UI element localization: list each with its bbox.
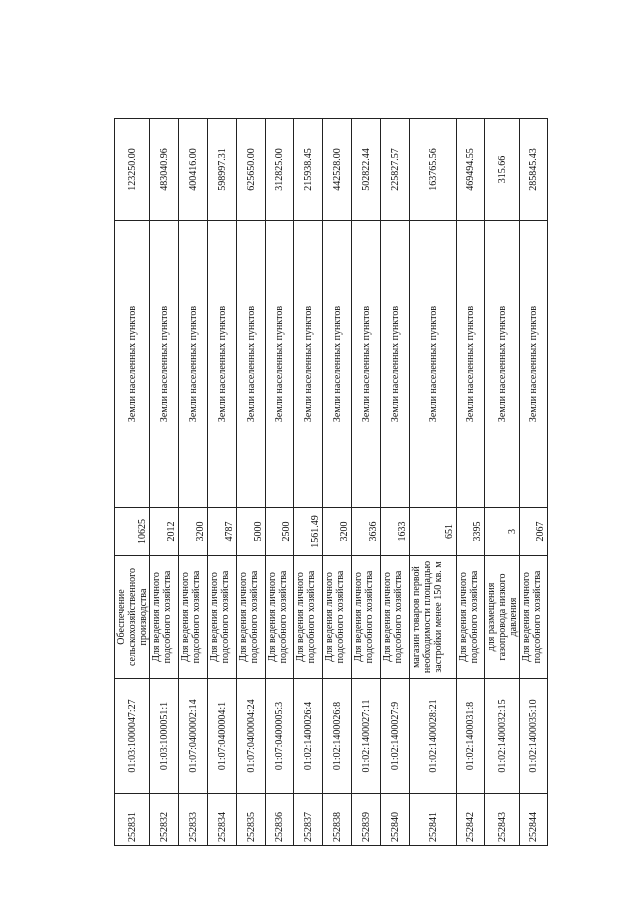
- cadastral-value: 225827.57: [381, 119, 410, 221]
- table-row: [208, 119, 237, 846]
- land-category: Земли населенных пунктов: [266, 221, 294, 508]
- cadastral-number: 01:02:1400027:11: [352, 679, 381, 794]
- cadastral-number: 01:02:1400031:8: [457, 679, 485, 794]
- row-id: 252841: [410, 794, 457, 846]
- row-id: 252837: [294, 794, 323, 846]
- table-row: [179, 119, 208, 846]
- land-category: Земли населенных пунктов: [457, 221, 485, 508]
- cadastral-number: 01:02:1400026:4: [294, 679, 323, 794]
- cadastral-value: 315.66: [485, 119, 520, 221]
- cadastral-number: 01:03:1000051:1: [150, 679, 179, 794]
- rotated-table-container: [114, 119, 546, 846]
- table-row: [485, 119, 520, 846]
- cadastral-value: 123250.00: [115, 119, 150, 221]
- permitted-use: Для ведения личного подсобного хозяйства: [179, 556, 208, 679]
- cadastral-number: 01:07:0400004:1: [208, 679, 237, 794]
- land-category: Земли населенных пунктов: [294, 221, 323, 508]
- cadastral-value: 442528.00: [323, 119, 352, 221]
- area-value: 1561.49: [294, 508, 323, 556]
- cadastral-value: 502822.44: [352, 119, 381, 221]
- row-id: 252838: [323, 794, 352, 846]
- table-row: [294, 119, 323, 846]
- permitted-use: Для ведения личного подсобного хозяйства: [237, 556, 266, 679]
- permitted-use: Обеспечение сельскохозяйственного производства: [115, 556, 150, 679]
- permitted-use: Для ведения личного подсобного хозяйства: [457, 556, 485, 679]
- cadastral-number: 01:02:1400035:10: [520, 679, 548, 794]
- cadastral-value: 598997.31: [208, 119, 237, 221]
- row-id: 252844: [520, 794, 548, 846]
- area-value: 2012: [150, 508, 179, 556]
- cadastral-value: 312825.00: [266, 119, 294, 221]
- permitted-use: Для ведения личного подсобного хозяйства: [323, 556, 352, 679]
- table-row: [115, 119, 150, 846]
- cadastral-value: 400416.00: [179, 119, 208, 221]
- permitted-use: Для ведения личного подсобного хозяйства: [352, 556, 381, 679]
- area-value: 3200: [179, 508, 208, 556]
- land-category: Земли населенных пунктов: [323, 221, 352, 508]
- table-row: [410, 119, 457, 846]
- area-value: 3200: [323, 508, 352, 556]
- row-id: 252839: [352, 794, 381, 846]
- row-id: 252833: [179, 794, 208, 846]
- table-body: [115, 119, 548, 846]
- cadastral-number: 01:03:1000047:27: [115, 679, 150, 794]
- table-row: [150, 119, 179, 846]
- permitted-use: Для ведения личного подсобного хозяйства: [266, 556, 294, 679]
- row-id: 252832: [150, 794, 179, 846]
- cadastral-number: 01:02:1400028:21: [410, 679, 457, 794]
- cadastral-value: 625650.00: [237, 119, 266, 221]
- row-id: 252831: [115, 794, 150, 846]
- cadastral-value: 285845.43: [520, 119, 548, 221]
- land-category: Земли населенных пунктов: [485, 221, 520, 508]
- cadastral-number: 01:02:1400032:15: [485, 679, 520, 794]
- cadastral-value: 163765.56: [410, 119, 457, 221]
- permitted-use: Для ведения личного подсобного хозяйства: [520, 556, 548, 679]
- table-row: [457, 119, 485, 846]
- area-value: 651: [410, 508, 457, 556]
- area-value: 5000: [237, 508, 266, 556]
- cadastral-number: 01:07:0400005:3: [266, 679, 294, 794]
- permitted-use: Для ведения личного подсобного хозяйства: [381, 556, 410, 679]
- cadastral-number: 01:07:0400004:24: [237, 679, 266, 794]
- area-value: 4787: [208, 508, 237, 556]
- area-value: 3: [485, 508, 520, 556]
- table-row: [323, 119, 352, 846]
- land-category: Земли населенных пунктов: [520, 221, 548, 508]
- land-category: Земли населенных пунктов: [179, 221, 208, 508]
- table-row: [266, 119, 294, 846]
- permitted-use: магазин товаров первой необходимости площадью застройки менее 150 кв. м: [410, 556, 457, 679]
- permitted-use: Для ведения личного подсобного хозяйства: [294, 556, 323, 679]
- permitted-use: для размещения газопровода низкого давления: [485, 556, 520, 679]
- cadastral-value: 483040.96: [150, 119, 179, 221]
- area-value: 2500: [266, 508, 294, 556]
- area-value: 3636: [352, 508, 381, 556]
- row-id: 252842: [457, 794, 485, 846]
- land-category: Земли населенных пунктов: [381, 221, 410, 508]
- row-id: 252836: [266, 794, 294, 846]
- row-id: 252840: [381, 794, 410, 846]
- table-row: [381, 119, 410, 846]
- row-id: 252843: [485, 794, 520, 846]
- land-category: Земли населенных пунктов: [237, 221, 266, 508]
- cadastral-number: 01:02:1400027:9: [381, 679, 410, 794]
- area-value: 1633: [381, 508, 410, 556]
- land-category: Земли населенных пунктов: [150, 221, 179, 508]
- land-category: Земли населенных пунктов: [352, 221, 381, 508]
- cadastral-number: 01:07:0400002:14: [179, 679, 208, 794]
- area-value: 3395: [457, 508, 485, 556]
- row-id: 252834: [208, 794, 237, 846]
- table-row: [237, 119, 266, 846]
- land-category: Земли населенных пунктов: [115, 221, 150, 508]
- cadastral-value: 469494.55: [457, 119, 485, 221]
- land-plots-table: [114, 118, 548, 846]
- row-id: 252835: [237, 794, 266, 846]
- cadastral-value: 215938.45: [294, 119, 323, 221]
- land-category: Земли населенных пунктов: [208, 221, 237, 508]
- table-row: [352, 119, 381, 846]
- permitted-use: Для ведения личного подсобного хозяйства: [150, 556, 179, 679]
- cadastral-number: 01:02:1400026:8: [323, 679, 352, 794]
- area-value: 2067: [520, 508, 548, 556]
- land-category: Земли населенных пунктов: [410, 221, 457, 508]
- area-value: 10625: [115, 508, 150, 556]
- table-row: [520, 119, 548, 846]
- permitted-use: Для ведения личного подсобного хозяйства: [208, 556, 237, 679]
